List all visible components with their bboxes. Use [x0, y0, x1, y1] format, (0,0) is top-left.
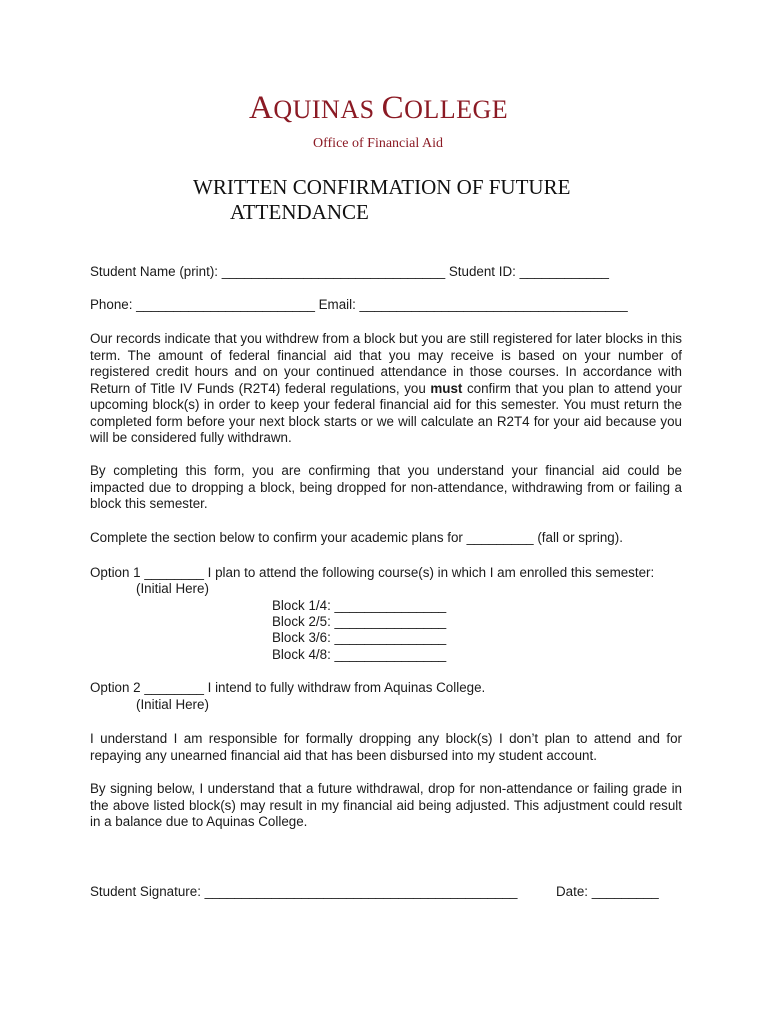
office-subtitle: Office of Financial Aid [313, 136, 443, 151]
option1-initial-label: (Initial Here) [136, 581, 209, 596]
must-emphasis: must [430, 380, 463, 396]
records-text: Our records indicate that you withdrew from a block but you are still registered for later blocks in this term. The amount of federal financial aid that you may receive is based on your number of registered credit hours and on your continued attendance in those courses. In accordance with Return of Title IV Funds (R2T4) federal regulations, you [90, 331, 682, 396]
responsibility-paragraph: I understand I am responsible for formally dropping any block(s) I don’t plan to attend and for repaying any unearned financial aid that has been disbursed into my student account. [90, 731, 682, 763]
block-line: Block 2/5: _______________ [272, 614, 447, 629]
block-line: Block 4/8: _______________ [272, 647, 447, 662]
academic-plans-line: Complete the section below to confirm your academic plans for _________ (fall or spring). [90, 530, 623, 545]
date-line: Date: _________ [556, 884, 659, 899]
form-title-line1: WRITTEN CONFIRMATION OF FUTURE [193, 175, 571, 199]
student-name-field: Student Name (print): ______________________________ Student ID: ____________ [90, 264, 609, 279]
records-paragraph [90, 331, 682, 447]
records-text-continued: confirm that you plan to attend your upcoming block(s) in order to keep your federal financial aid for this semester. You must return the completed form before your next block starts or we will calculate an R2T4 for your aid because you will be considered fully withdrawn. [90, 380, 682, 445]
logo-letters: OLLEGE [404, 95, 509, 124]
signing-paragraph: By signing below, I understand that a future withdrawal, drop for non-attendance or failing grade in the above listed block(s) may result in my financial aid being adjusted. This adjustment could result in a balance due to Aquinas College. [90, 781, 682, 829]
option2-initial-label: (Initial Here) [136, 697, 209, 712]
option2-line: Option 2 ________ I intend to fully withdraw from Aquinas College. [90, 680, 486, 695]
phone-email-field: Phone: ________________________ Email: ____________________________________ [90, 297, 628, 312]
logo-letter: C [381, 90, 405, 126]
option1-line: Option 1 ________ I plan to attend the following course(s) in which I am enrolled this semester: [90, 565, 655, 580]
confirmation-paragraph: By completing this form, you are confirming that you understand your financial aid could be impacted due to dropping a block, being dropped for non-attendance, withdrawing from or failing a block this semester. [90, 463, 682, 511]
block-line: Block 1/4: _______________ [272, 598, 447, 613]
logo-letters: QUINAS [273, 95, 382, 124]
logo-letter: A [249, 90, 274, 126]
college-logo [249, 92, 508, 125]
block-line: Block 3/6: _______________ [272, 630, 447, 645]
signature-line: Student Signature: __________________________________________ [90, 884, 518, 899]
form-title-line2: ATTENDANCE [230, 200, 369, 224]
